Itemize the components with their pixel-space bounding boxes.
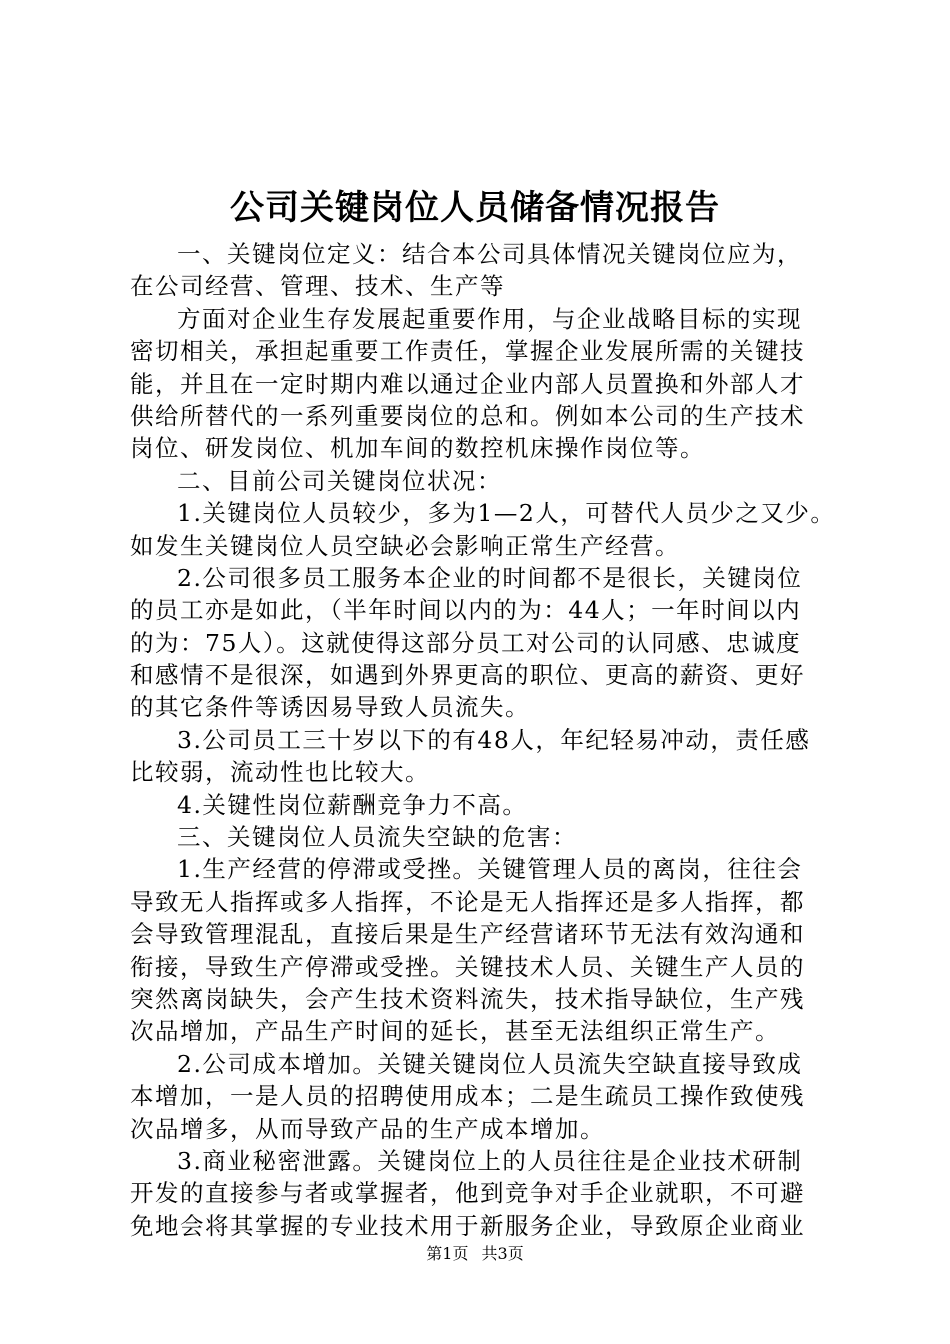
body-line: 次品增多，从而导致产品的生产成本增加。 [130, 1114, 605, 1143]
body-line: 2.公司成本增加。关键关键岗位人员流失空缺直接导致成 [177, 1049, 803, 1078]
body-line: 免地会将其掌握的专业技术用于新服务企业，导致原企业商业 [130, 1211, 805, 1240]
body-line: 突然离岗缺失，会产生技术资料流失，技术指导缺位，生产残 [130, 984, 805, 1013]
body-line: 3.商业秘密泄露。关键岗位上的人员往往是企业技术研制 [177, 1146, 803, 1175]
page-total: 共3页 [481, 1244, 524, 1263]
body-line: 2.公司很多员工服务本企业的时间都不是很长，关键岗位 [177, 563, 803, 592]
body-line: 和感情不是很深，如遇到外界更高的职位、更高的薪资、更好 [130, 661, 805, 690]
body-line: 会导致管理混乱，直接后果是生产经营诸环节无法有效沟通和 [130, 920, 805, 949]
page-footer [0, 1244, 950, 1264]
body-line: 在公司经营、管理、技术、生产等 [130, 272, 505, 301]
body-line: 的其它条件等诱因易导致人员流失。 [130, 693, 530, 722]
body-line: 次品增加，产品生产时间的延长，甚至无法组织正常生产。 [130, 1017, 780, 1046]
body-line: 4.关键性岗位薪酬竞争力不高。 [177, 790, 528, 819]
body-line: 二、目前公司关键岗位状况： [177, 466, 502, 495]
body-line: 开发的直接参与者或掌握者，他到竞争对手企业就职，不可避 [130, 1179, 805, 1208]
body-line: 如发生关键岗位人员空缺必会影响正常生产经营。 [130, 531, 680, 560]
body-line: 三、关键岗位人员流失空缺的危害： [177, 823, 577, 852]
body-line: 1.生产经营的停滞或受挫。关键管理人员的离岗，往往会 [177, 855, 803, 884]
body-line: 岗位、研发岗位、机加车间的数控机床操作岗位等。 [130, 434, 705, 463]
body-line: 密切相关，承担起重要工作责任，掌握企业发展所需的关键技 [130, 337, 805, 366]
body-line: 的为：75人）。这就使得这部分员工对公司的认同感、忠诚度 [130, 628, 802, 657]
body-line: 比较弱，流动性也比较大。 [130, 758, 430, 787]
body-line: 能，并且在一定时期内难以通过企业内部人员置换和外部人才 [130, 369, 805, 398]
body-line: 的员工亦是如此，（半年时间以内的为：44人；一年时间以内 [130, 596, 802, 625]
page-number: 第1页 [426, 1244, 469, 1263]
body-line: 本增加，一是人员的招聘使用成本；二是生疏员工操作致使残 [130, 1082, 805, 1111]
body-line: 1.关键岗位人员较少，多为1—2人，可替代人员少之又少。 [177, 499, 836, 528]
body-line: 供给所替代的一系列重要岗位的总和。例如本公司的生产技术 [130, 401, 805, 430]
body-line: 3.公司员工三十岁以下的有48人，年纪轻易冲动，责任感 [177, 725, 811, 754]
body-line: 导致无人指挥或多人指挥，不论是无人指挥还是多人指挥，都 [130, 887, 805, 916]
document-body [130, 238, 836, 1242]
body-line: 方面对企业生存发展起重要作用，与企业战略目标的实现 [177, 304, 802, 333]
body-line: 衔接，导致生产停滞或受挫。关键技术人员、关键生产人员的 [130, 952, 805, 981]
document-title: 公司关键岗位人员储备情况报告 [230, 188, 720, 228]
body-line: 一、关键岗位定义：结合本公司具体情况关键岗位应为， [177, 240, 802, 268]
